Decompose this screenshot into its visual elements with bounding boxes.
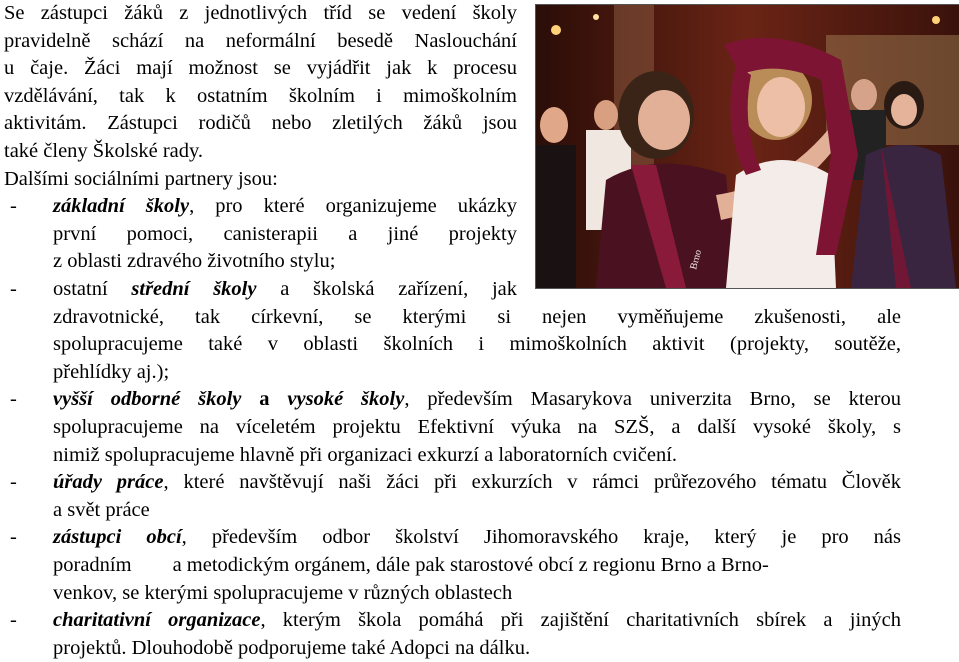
list-item-line: přehlídky aj.); xyxy=(53,360,170,383)
list-item-line: projektů. Dlouhodobě podporujeme také Adopci na dálku. xyxy=(53,636,531,659)
list-dash: - xyxy=(10,471,17,494)
list-item-text: , pro které organizujeme ukázky xyxy=(189,195,517,218)
list-item-text: a xyxy=(241,388,288,411)
list-item-text: ostatní xyxy=(53,278,132,300)
list-item-line xyxy=(53,193,517,221)
list-item-line xyxy=(53,386,901,414)
intro-line-5: aktivitám. Zástupci rodičů nebo zletilých žáků jsou xyxy=(4,112,517,135)
list-item-line xyxy=(53,469,901,497)
term-vysoke-skoly: vysoké školy xyxy=(287,388,405,411)
list-item-text: a školská zařízení, jak xyxy=(256,278,517,300)
partners-heading: Dalšími sociálními partnery jsou: xyxy=(4,167,278,190)
term-charitativni-organizace: charitativní organizace xyxy=(53,609,261,632)
list-item-line: první pomoci, canisterapii a jiné projekty xyxy=(53,222,517,245)
list-item-line: spolupracujeme na víceletém projektu Efektivní výuka na SZŠ, a další vysoké školy, s xyxy=(53,416,901,438)
list-dash: - xyxy=(10,195,17,218)
ceremony-photo xyxy=(535,4,959,289)
list-item-line: z oblasti zdravého životního stylu; xyxy=(53,250,336,273)
term-vyssi-odborne-skoly: vyšší odborné školy xyxy=(53,388,242,411)
list-item-text: , především odbor školství Jihomoravského kraje, který je pro nás xyxy=(181,526,901,549)
list-dash: - xyxy=(10,278,17,300)
svg-text:Brno: Brno xyxy=(688,248,705,271)
list-dash: - xyxy=(10,609,17,632)
intro-line-2: pravidelně schází na neformální besedě Naslouchání xyxy=(4,29,517,52)
list-item-line: spolupracujeme také v oblasti školních i mimoškolních aktivit (projekty, soutěže, xyxy=(53,333,901,356)
term-stredni-skoly: střední školy xyxy=(131,278,257,300)
list-item-line: venkov, se kterými spolupracujeme v různých oblastech xyxy=(53,581,513,604)
list-item-line xyxy=(53,607,901,635)
list-item-line xyxy=(53,524,901,552)
term-zakladni-skoly: základní školy xyxy=(53,195,190,218)
intro-line-1: Se zástupci žáků z jednotlivých tříd se vedení školy xyxy=(4,2,517,24)
intro-line-6: také členy Školské rady. xyxy=(4,140,204,162)
list-item-line: poradním a metodickým orgánem, dále pak starostové obcí z regionu Brno a Brno- xyxy=(53,554,769,576)
list-item-line xyxy=(53,276,517,304)
list-item-line: a svět práce xyxy=(53,498,150,521)
term-urady-prace: úřady práce xyxy=(53,471,164,494)
intro-line-4: vzdělávání, tak k ostatním školním i mimoškolním xyxy=(4,84,517,107)
list-item-line: zdravotnické, tak církevní, se kterými si nejen vyměňujeme zkušenosti, ale xyxy=(53,305,901,328)
list-item-text: , které navštěvují naši žáci při exkurzích v rámci průřezového tématu Člověk xyxy=(163,471,901,494)
term-zastupci-obci: zástupci obcí xyxy=(53,526,182,549)
list-item-text: , především Masarykova univerzita Brno, se kterou xyxy=(404,388,902,411)
list-dash: - xyxy=(10,388,17,411)
list-item-text: , kterým škola pomáhá při zajištění charitativních sbírek a jiných xyxy=(260,609,901,632)
list-dash: - xyxy=(10,526,17,549)
list-item-line: nimiž spolupracujeme hlavně při organizaci exkurzí a laboratorních cvičení. xyxy=(53,443,678,466)
intro-line-3: u čaje. Žáci mají možnost se vyjádřit jak k procesu xyxy=(4,57,517,80)
